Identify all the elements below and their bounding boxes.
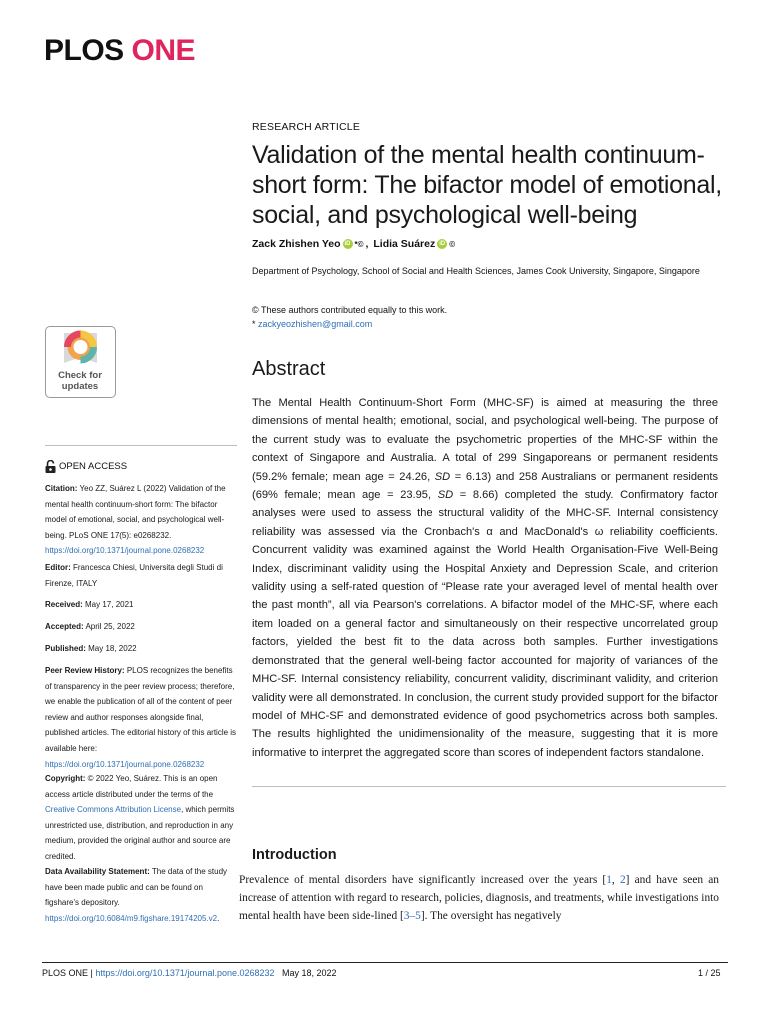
citation-label: Citation: [45,484,78,493]
received-block [45,597,238,613]
divider [252,786,726,787]
bookmark-ribbon-icon [46,327,115,371]
copyright-label: Copyright: [45,774,86,783]
peer-review-text: PLOS recognizes the benefits of transparency in the peer review process; therefore, we enable the publication of all of the content of peer review and author responses alongside final, published articles. The editorial history of this article is available here: [45,666,237,753]
introduction-heading: Introduction [252,847,337,863]
editor-label: Editor: [45,563,71,572]
received-date: May 17, 2021 [82,600,134,609]
logo-one-text: ONE [131,34,196,67]
article-type: RESEARCH ARTICLE [252,121,361,133]
open-access-label [45,460,127,473]
author-separator: , [365,238,372,250]
sd-symbol: SD [437,489,454,502]
data-availability-text: The data of the study have been made public and can be found on figshare's depository. [45,867,228,908]
open-access-text: OPEN ACCESS [59,461,128,472]
intro-part: ] and have seen an increase of attention with regard to research, policies, diagnosis, and treatments, while investigations into mental health have been side-lined [ [239,874,720,922]
editor-text: Francesca Chiesi, Universita degli Studi di Firenze, ITALY [45,563,223,588]
logo-plos-text: PLOS [44,34,124,67]
published-label: Published: [45,644,86,653]
author-name[interactable]: Zack Zhishen Yeo [252,238,341,250]
orcid-icon[interactable]: iD [344,241,351,247]
accepted-block [45,619,238,635]
reference-link[interactable]: 1 [606,874,612,886]
email-link[interactable]: zackyeozhishen@gmail.com [258,319,373,329]
abstract-heading: Abstract [252,358,326,380]
editor-block [45,560,238,591]
corresponding-mark: * [252,319,259,329]
reference-link[interactable]: 3–5 [403,910,421,922]
check-for-updates-label [45,370,115,392]
author-notes [252,303,447,331]
peer-review-link[interactable]: https://doi.org/10.1371/journal.pone.0268232 [45,759,205,769]
abstract-part: The Mental Health Continuum-Short Form (MHC-SF) is aimed at measuring the three dimensions of mental health; emotional, social, and psychological well-being. The purpose of the current study was to evaluate the psychometric properties of the MHC-SF within the context of Singapore and Australia. A total of 299 Singaporeans or permanent residents (59.2% female; mean age = 24.26, [252,397,718,483]
data-availability-label: Data Availability Statement: [45,867,150,876]
divider [45,445,237,446]
abstract-part: = 6.13) and 258 Australians or permanent residents (69% female; mean age = 23.95, [252,470,719,502]
orcid-icon[interactable]: iD [439,241,446,247]
published-date: May 18, 2022 [85,644,137,653]
data-availability-block [45,864,238,926]
footer [42,968,337,978]
license-link[interactable]: Creative Commons Attribution License [45,805,182,815]
check-line-2: updates [61,381,99,392]
figshare-link[interactable]: https://doi.org/10.6084/m9.figshare.19174205.v2 [45,913,218,923]
received-label: Received: [45,600,83,609]
author-list [252,238,455,250]
footer-doi-link[interactable]: https://doi.org/10.1371/journal.pone.0268232 [95,968,275,978]
copyright-block [45,771,238,865]
check-line-1: Check for [58,370,102,381]
footer-journal: PLOS ONE | [42,968,96,978]
accepted-label: Accepted: [45,622,84,631]
sd-symbol: SD [434,470,451,483]
data-availability-end: . [217,913,220,923]
affiliation: Department of Psychology, School of Social and Health Sciences, James Cook University, Singapore, Singapore [252,266,700,276]
equal-contribution-note: © These authors contributed equally to this work. [252,305,448,315]
page-number: 1 / 25 [698,968,721,978]
citation-doi-link[interactable]: https://doi.org/10.1371/journal.pone.0268232 [45,546,205,556]
article-title: Validation of the mental health continuum-short form: The bifactor model of emotional, social, and psychological well-being [252,141,722,229]
copyright-text: © 2022 Yeo, Suárez. This is an open access article distributed under the terms of the [45,774,218,799]
abstract-text [252,394,718,762]
corresponding-author [252,317,447,331]
intro-part: ]. The oversight has negatively [420,910,562,922]
peer-review-label: Peer Review History: [45,666,125,675]
author-marks: © [449,239,456,249]
accepted-date: April 25, 2022 [83,622,135,631]
author-name[interactable]: Lidia Suárez [373,238,436,250]
footer-divider [42,962,728,963]
published-block [45,641,238,657]
journal-logo[interactable] [44,34,195,68]
intro-part: , [611,874,620,886]
open-lock-icon [45,460,56,473]
footer-date: May 18, 2022 [274,968,337,978]
abstract-part: = 8.66) completed the study. Confirmatory factor analyses were used to assess the structural validity of the MHC-SF. Internal consistency reliability was assessed via the Cronbach's α and MacDonald's ω reliability coefficients. Concurrent validity was examined against the World Health Organisation-Five Well-Being Index, discriminant validity using the Hospital Anxiety and Depression Scale, and criterion validity using a self-rated question of “Please rate your averaged level of mental health over the past month”, all via Pearson's correlations. A bifactor model of the MHC-SF, where each item loaded on a general factor and simultaneously on their respective uncorrelated group factors, yielded the best fit to the data across both samples. Further investigations demonstrated that the general well-being factor accounted for majority of variances of the MHC-SF. Internal consistency reliability, concurrent validity, discriminant validity, and criterion validity were all demonstrated. In conclusion, the current study provided support for the bifactor model of MHC-SF and demonstrated evidence of good psychometrics across both samples. The results highlighted the unidimensionality of the measure, suggesting that it is more informative to interpret the aggregated score than scores of independent factors standalone. [252,489,718,759]
peer-review-block [45,663,238,772]
introduction-text [239,871,719,925]
citation-block [45,481,238,559]
reference-link[interactable]: 2 [619,874,626,886]
intro-part: Prevalence of mental disorders have significantly increased over the years [ [239,874,607,886]
author-marks: *© [354,239,364,249]
copyright-text-end: , which permits unrestricted use, distribution, and reproduction in any medium, provided the original author and source are credited. [45,805,235,861]
citation-text: Yeo ZZ, Suárez L (2022) Validation of the mental health continuum-short form: The bifactor model of emotional, social, and psychological well-being. PLoS ONE 17(5): e0268232. [45,484,226,540]
